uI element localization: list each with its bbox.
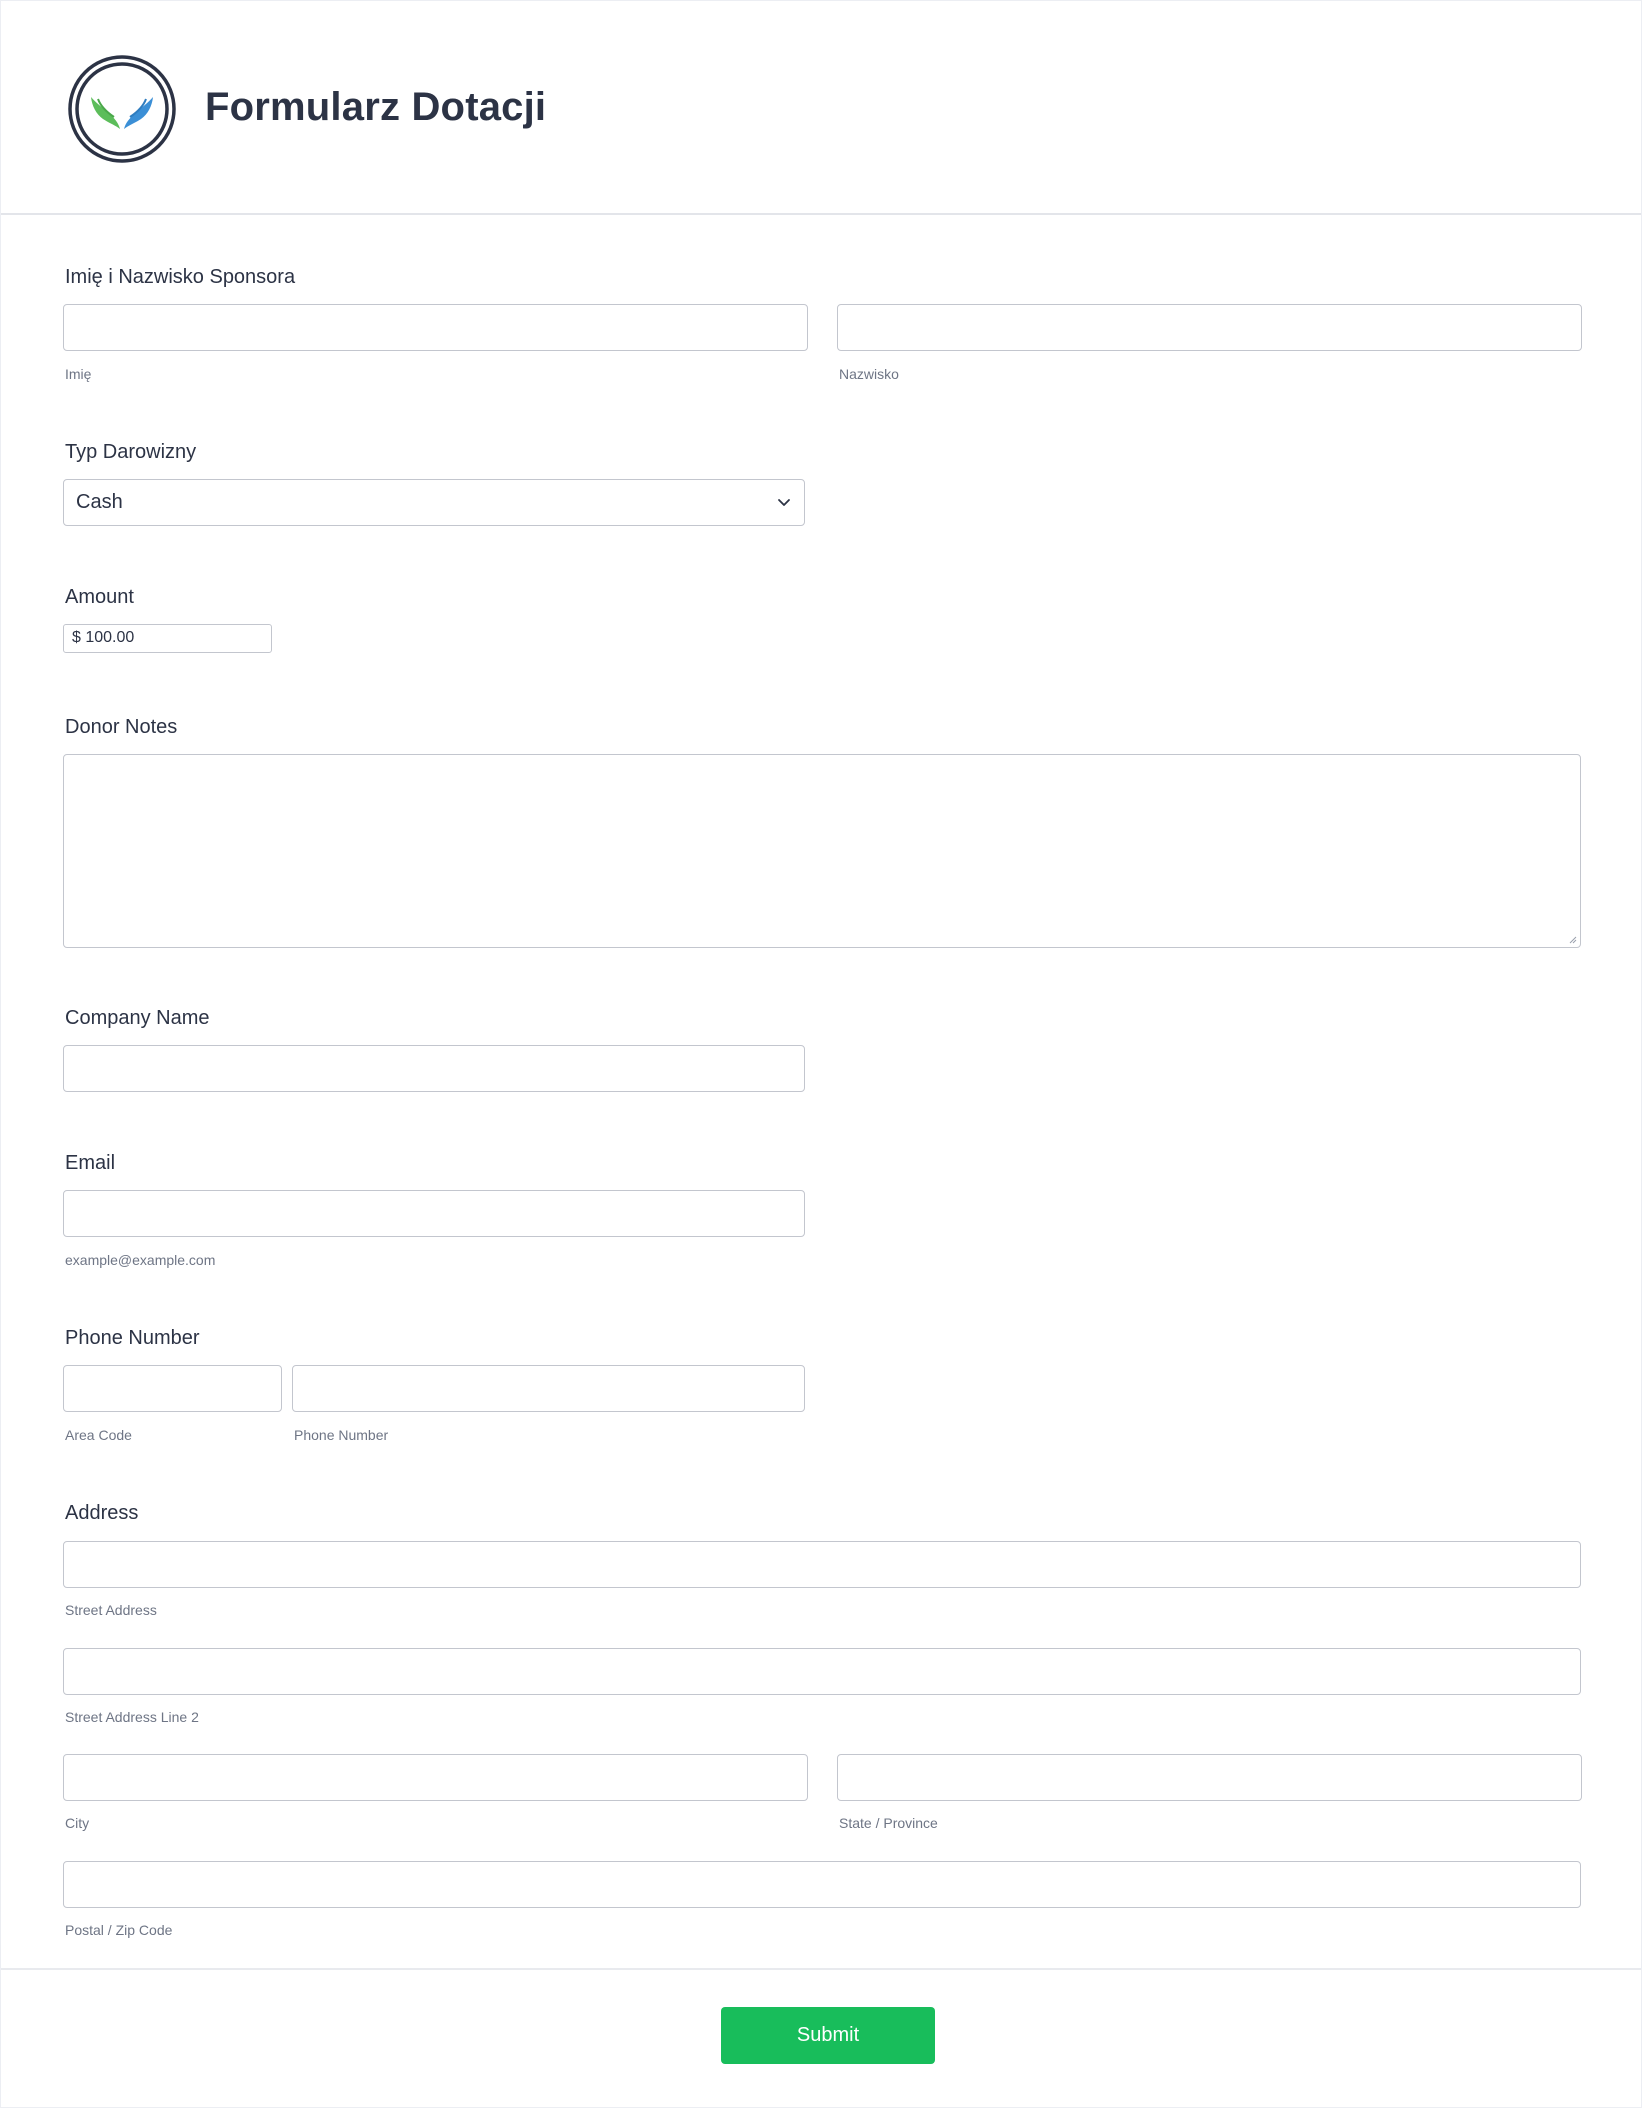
- page-title: Formularz Dotacji: [205, 85, 547, 129]
- donor-notes-label: Donor Notes: [65, 716, 178, 738]
- area-code-field[interactable]: [63, 1365, 282, 1412]
- street-address-field[interactable]: [63, 1541, 1581, 1588]
- form-footer: [1, 1968, 1641, 2108]
- donation-type-selected-value: Cash: [76, 491, 123, 513]
- city-field[interactable]: [63, 1754, 808, 1801]
- company-name-field[interactable]: [63, 1045, 805, 1092]
- donor-notes-textarea[interactable]: [63, 754, 1581, 948]
- phone-number-sublabel: Phone Number: [294, 1427, 389, 1443]
- first-name-sublabel: Imię: [65, 366, 92, 382]
- area-code-sublabel: Area Code: [65, 1427, 132, 1443]
- postal-code-field[interactable]: [63, 1861, 1581, 1908]
- form-header: [1, 1, 1641, 215]
- email-sublabel: example@example.com: [65, 1252, 216, 1268]
- street-address-line2-sublabel: Street Address Line 2: [65, 1709, 199, 1725]
- email-field[interactable]: [63, 1190, 805, 1237]
- praying-hands-logo-icon: [68, 55, 176, 163]
- state-field[interactable]: [837, 1754, 1582, 1801]
- street-address-sublabel: Street Address: [65, 1602, 157, 1618]
- chevron-down-icon: [776, 494, 792, 510]
- street-address-line2-field[interactable]: [63, 1648, 1581, 1695]
- submit-button[interactable]: Submit: [721, 2007, 935, 2064]
- amount-field[interactable]: $ 100.00: [63, 624, 272, 653]
- sponsor-name-label: Imię i Nazwisko Sponsora: [65, 266, 296, 288]
- resize-handle-icon[interactable]: [1567, 934, 1577, 944]
- first-name-field[interactable]: [63, 304, 808, 351]
- state-sublabel: State / Province: [839, 1815, 938, 1831]
- phone-number-field[interactable]: [292, 1365, 805, 1412]
- company-name-label: Company Name: [65, 1007, 210, 1029]
- address-label: Address: [65, 1502, 139, 1524]
- email-label: Email: [65, 1152, 116, 1174]
- last-name-field[interactable]: [837, 304, 1582, 351]
- amount-label: Amount: [65, 586, 134, 608]
- city-sublabel: City: [65, 1815, 90, 1831]
- phone-label: Phone Number: [65, 1327, 200, 1349]
- last-name-sublabel: Nazwisko: [839, 366, 899, 382]
- postal-code-sublabel: Postal / Zip Code: [65, 1922, 173, 1938]
- donation-type-label: Typ Darowizny: [65, 441, 197, 463]
- donation-type-select[interactable]: [63, 479, 805, 526]
